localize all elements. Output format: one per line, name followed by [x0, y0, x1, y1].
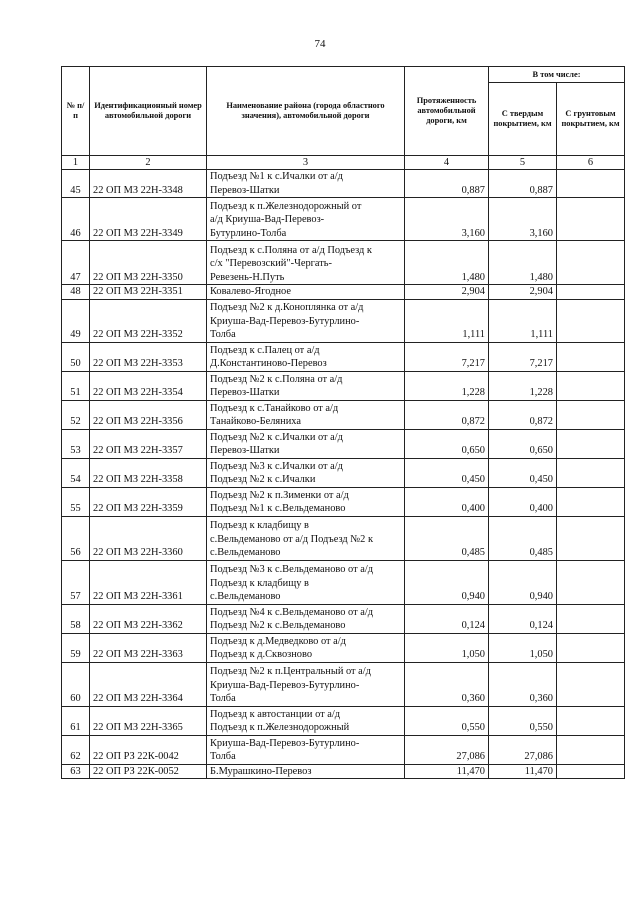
row-number: 47 — [62, 241, 90, 285]
road-name-line: Подъезд №3 к с.Вельдеманово от а/д — [210, 564, 374, 576]
road-name-line: Подъезд к п.Железнодорожный — [210, 722, 350, 734]
column-index: 4 — [405, 156, 489, 170]
soil-surface-length — [557, 735, 625, 764]
road-name-line: Подъезд №2 к с.Ичалки от а/д — [210, 431, 343, 443]
road-id: 22 ОП МЗ 22Н-3351 — [90, 285, 207, 299]
column-index: 6 — [557, 156, 625, 170]
header-including: В том числе: — [489, 67, 625, 83]
road-id: 22 ОП МЗ 22Н-3365 — [90, 706, 207, 735]
hard-surface-length: 0,360 — [489, 662, 557, 706]
road-name-line: Перевоз-Шатки — [210, 445, 280, 457]
road-id: 22 ОП МЗ 22Н-3362 — [90, 604, 207, 633]
road-name-line: Криуша-Вад-Перевоз-Бутурлино- — [210, 315, 360, 327]
row-number: 54 — [62, 458, 90, 487]
soil-surface-length — [557, 342, 625, 371]
hard-surface-length: 11,470 — [489, 764, 557, 778]
hard-surface-length: 0,550 — [489, 706, 557, 735]
road-name — [207, 429, 405, 458]
table-row — [62, 429, 625, 458]
road-id: 22 ОП МЗ 22Н-3356 — [90, 400, 207, 429]
table-row — [62, 400, 625, 429]
road-id: 22 ОП МЗ 22Н-3363 — [90, 633, 207, 662]
road-name-line: Подъезд к с.Палец от а/д — [210, 344, 320, 356]
hard-surface-length: 0,485 — [489, 516, 557, 560]
row-number: 49 — [62, 299, 90, 342]
road-length: 0,360 — [405, 662, 489, 706]
hard-surface-length: 0,650 — [489, 429, 557, 458]
soil-surface-length — [557, 429, 625, 458]
road-length: 0,124 — [405, 604, 489, 633]
hard-surface-length: 0,872 — [489, 400, 557, 429]
header-name: Наименование района (города областного значения), автомобильной дороги — [207, 67, 405, 156]
column-index-row — [62, 156, 625, 170]
soil-surface-length — [557, 458, 625, 487]
table-row — [62, 604, 625, 633]
table-row — [62, 342, 625, 371]
column-index: 5 — [489, 156, 557, 170]
soil-surface-length — [557, 662, 625, 706]
road-id: 22 ОП РЗ 22К-0042 — [90, 735, 207, 764]
road-length: 3,160 — [405, 198, 489, 241]
road-name — [207, 735, 405, 764]
header-length: Протяженность автомобильной дороги, км — [405, 67, 489, 156]
table-row — [62, 706, 625, 735]
roads-table — [61, 66, 625, 779]
table-row — [62, 299, 625, 342]
row-number: 48 — [62, 285, 90, 299]
road-name-line: Подъезд к п.Железнодорожный от — [210, 201, 362, 212]
hard-surface-length: 0,400 — [489, 487, 557, 516]
table-row — [62, 241, 625, 285]
table-row — [62, 633, 625, 662]
road-name-line: с.Вельдеманово от а/д Подъезд №2 к — [210, 533, 374, 545]
road-name — [207, 241, 405, 285]
road-length: 0,872 — [405, 400, 489, 429]
row-number: 51 — [62, 371, 90, 400]
hard-surface-length: 1,050 — [489, 633, 557, 662]
hard-surface-length: 7,217 — [489, 342, 557, 371]
row-number: 46 — [62, 198, 90, 241]
hard-surface-length: 1,111 — [489, 299, 557, 342]
header-num: № п/п — [62, 67, 90, 156]
road-name-line: Толба — [210, 329, 236, 341]
row-number: 57 — [62, 560, 90, 604]
row-number: 53 — [62, 429, 90, 458]
road-length: 0,887 — [405, 170, 489, 198]
road-length: 0,940 — [405, 560, 489, 604]
road-name-line: а/д Криуша-Вад-Перевоз- — [210, 214, 325, 226]
road-length: 0,650 — [405, 429, 489, 458]
road-id: 22 ОП МЗ 22Н-3348 — [90, 170, 207, 198]
road-name — [207, 706, 405, 735]
road-id: 22 ОП МЗ 22Н-3350 — [90, 241, 207, 285]
road-length: 0,450 — [405, 458, 489, 487]
road-id: 22 ОП МЗ 22Н-3353 — [90, 342, 207, 371]
soil-surface-length — [557, 241, 625, 285]
road-length: 1,480 — [405, 241, 489, 285]
road-name — [207, 170, 405, 198]
road-name-line: Подъезд к автостанции от а/д — [210, 708, 341, 720]
road-name-line: Танайково-Беляниха — [210, 416, 301, 428]
soil-surface-length — [557, 706, 625, 735]
road-id: 22 ОП МЗ 22Н-3357 — [90, 429, 207, 458]
soil-surface-length — [557, 604, 625, 633]
road-name-line: Подъезд №2 к п.Центральный от а/д — [210, 666, 371, 678]
table-row — [62, 735, 625, 764]
road-name — [207, 516, 405, 560]
hard-surface-length: 0,887 — [489, 170, 557, 198]
road-name-line: Подъезд №2 к с.Ичалки — [210, 474, 316, 486]
road-id: 22 ОП РЗ 22К-0052 — [90, 764, 207, 778]
table-row — [62, 764, 625, 778]
road-name-line: Ковалево-Ягодное — [210, 286, 291, 298]
road-name-line: Перевоз-Шатки — [210, 184, 280, 196]
road-id: 22 ОП МЗ 22Н-3361 — [90, 560, 207, 604]
road-name — [207, 299, 405, 342]
page-number: 74 — [314, 38, 326, 50]
road-name-line: Подъезд №2 к с.Поляна от а/д — [210, 373, 343, 385]
row-number: 59 — [62, 633, 90, 662]
row-number: 61 — [62, 706, 90, 735]
soil-surface-length — [557, 299, 625, 342]
hard-surface-length: 1,228 — [489, 371, 557, 400]
road-id: 22 ОП МЗ 22Н-3352 — [90, 299, 207, 342]
road-name-line: Бутурлино-Толба — [210, 227, 287, 239]
road-length: 0,550 — [405, 706, 489, 735]
column-index: 1 — [62, 156, 90, 170]
road-length: 1,111 — [405, 299, 489, 342]
road-name-line: Криуша-Вад-Перевоз-Бутурлино- — [210, 679, 360, 691]
header-soil: С грунтовым покрытием, км — [557, 83, 625, 156]
table-row — [62, 458, 625, 487]
road-name-line: Толба — [210, 693, 236, 705]
road-name-line: Подъезд №2 к п.Зименки от а/д — [210, 489, 349, 501]
row-number: 58 — [62, 604, 90, 633]
road-name — [207, 458, 405, 487]
road-name-line: Подъезд №1 к с.Вельдеманово — [210, 503, 346, 515]
road-length: 0,485 — [405, 516, 489, 560]
road-length: 1,050 — [405, 633, 489, 662]
road-id: 22 ОП МЗ 22Н-3364 — [90, 662, 207, 706]
road-id: 22 ОП МЗ 22Н-3358 — [90, 458, 207, 487]
table-row — [62, 170, 625, 198]
road-name — [207, 764, 405, 778]
road-length: 11,470 — [405, 764, 489, 778]
table-row — [62, 371, 625, 400]
table-row — [62, 560, 625, 604]
road-name — [207, 604, 405, 633]
row-number: 50 — [62, 342, 90, 371]
road-id: 22 ОП МЗ 22Н-3354 — [90, 371, 207, 400]
soil-surface-length — [557, 560, 625, 604]
table-row — [62, 516, 625, 560]
soil-surface-length — [557, 400, 625, 429]
soil-surface-length — [557, 198, 625, 241]
soil-surface-length — [557, 285, 625, 299]
table-row — [62, 487, 625, 516]
road-name-line: Ревезень-Н.Путь — [210, 271, 285, 283]
soil-surface-length — [557, 170, 625, 198]
row-number: 56 — [62, 516, 90, 560]
road-name-line: Толба — [210, 751, 236, 763]
row-number: 45 — [62, 170, 90, 198]
road-length: 0,400 — [405, 487, 489, 516]
row-number: 52 — [62, 400, 90, 429]
road-name — [207, 342, 405, 371]
road-name-line: Подъезд №2 к д.Коноплянка от а/д — [210, 302, 364, 314]
road-length: 7,217 — [405, 342, 489, 371]
road-name — [207, 487, 405, 516]
road-name-line: Д.Константиново-Перевоз — [210, 358, 327, 370]
road-name-line: Подъезд к д.Сквозново — [210, 649, 313, 661]
road-name-line: Подъезд №1 к с.Ичалки от а/д — [210, 171, 343, 183]
road-name — [207, 285, 405, 299]
table-row — [62, 285, 625, 299]
soil-surface-length — [557, 516, 625, 560]
road-length: 2,904 — [405, 285, 489, 299]
soil-surface-length — [557, 487, 625, 516]
road-name — [207, 633, 405, 662]
road-name-line: Подъезд к кладбищу в — [210, 520, 309, 532]
road-name — [207, 371, 405, 400]
road-name-line: с.Вельдеманово — [210, 547, 281, 559]
soil-surface-length — [557, 764, 625, 778]
road-name-line: Подъезд к с.Танайково от а/д — [210, 402, 339, 414]
soil-surface-length — [557, 633, 625, 662]
road-name — [207, 198, 405, 241]
column-index: 2 — [90, 156, 207, 170]
road-name-line: Криуша-Вад-Перевоз-Бутурлино- — [210, 737, 360, 749]
hard-surface-length: 3,160 — [489, 198, 557, 241]
road-name — [207, 400, 405, 429]
row-number: 62 — [62, 735, 90, 764]
road-id: 22 ОП МЗ 22Н-3360 — [90, 516, 207, 560]
road-name-line: Б.Мурашкино-Перевоз — [210, 765, 312, 777]
row-number: 60 — [62, 662, 90, 706]
soil-surface-length — [557, 371, 625, 400]
road-name — [207, 662, 405, 706]
road-name-line: с/х "Перевозский"-Чергать- — [210, 258, 332, 270]
table-row — [62, 198, 625, 241]
hard-surface-length: 0,940 — [489, 560, 557, 604]
row-number: 63 — [62, 764, 90, 778]
road-name-line: Подъезд №2 к с.Вельдеманово — [210, 620, 346, 632]
table-row — [62, 662, 625, 706]
hard-surface-length: 27,086 — [489, 735, 557, 764]
row-number: 55 — [62, 487, 90, 516]
column-index: 3 — [207, 156, 405, 170]
hard-surface-length: 0,450 — [489, 458, 557, 487]
road-name-line: Подъезд №4 к с.Вельдеманово от а/д — [210, 606, 374, 618]
road-name-line: Подъезд к с.Поляна от а/д Подъезд к — [210, 245, 372, 256]
hard-surface-length: 2,904 — [489, 285, 557, 299]
road-name-line: с.Вельдеманово — [210, 591, 281, 603]
road-name-line: Подъезд к д.Медведково от а/д — [210, 635, 346, 647]
header-id: Идентификационный номер автомобильной дороги — [90, 67, 207, 156]
hard-surface-length: 0,124 — [489, 604, 557, 633]
road-name-line: Подъезд к кладбищу в — [210, 577, 309, 589]
road-name-line: Перевоз-Шатки — [210, 387, 280, 399]
road-id: 22 ОП МЗ 22Н-3349 — [90, 198, 207, 241]
road-id: 22 ОП МЗ 22Н-3359 — [90, 487, 207, 516]
hard-surface-length: 1,480 — [489, 241, 557, 285]
road-length: 1,228 — [405, 371, 489, 400]
header-hard: С твердым покрытием, км — [489, 83, 557, 156]
road-length: 27,086 — [405, 735, 489, 764]
road-name-line: Подъезд №3 к с.Ичалки от а/д — [210, 460, 343, 472]
road-name — [207, 560, 405, 604]
